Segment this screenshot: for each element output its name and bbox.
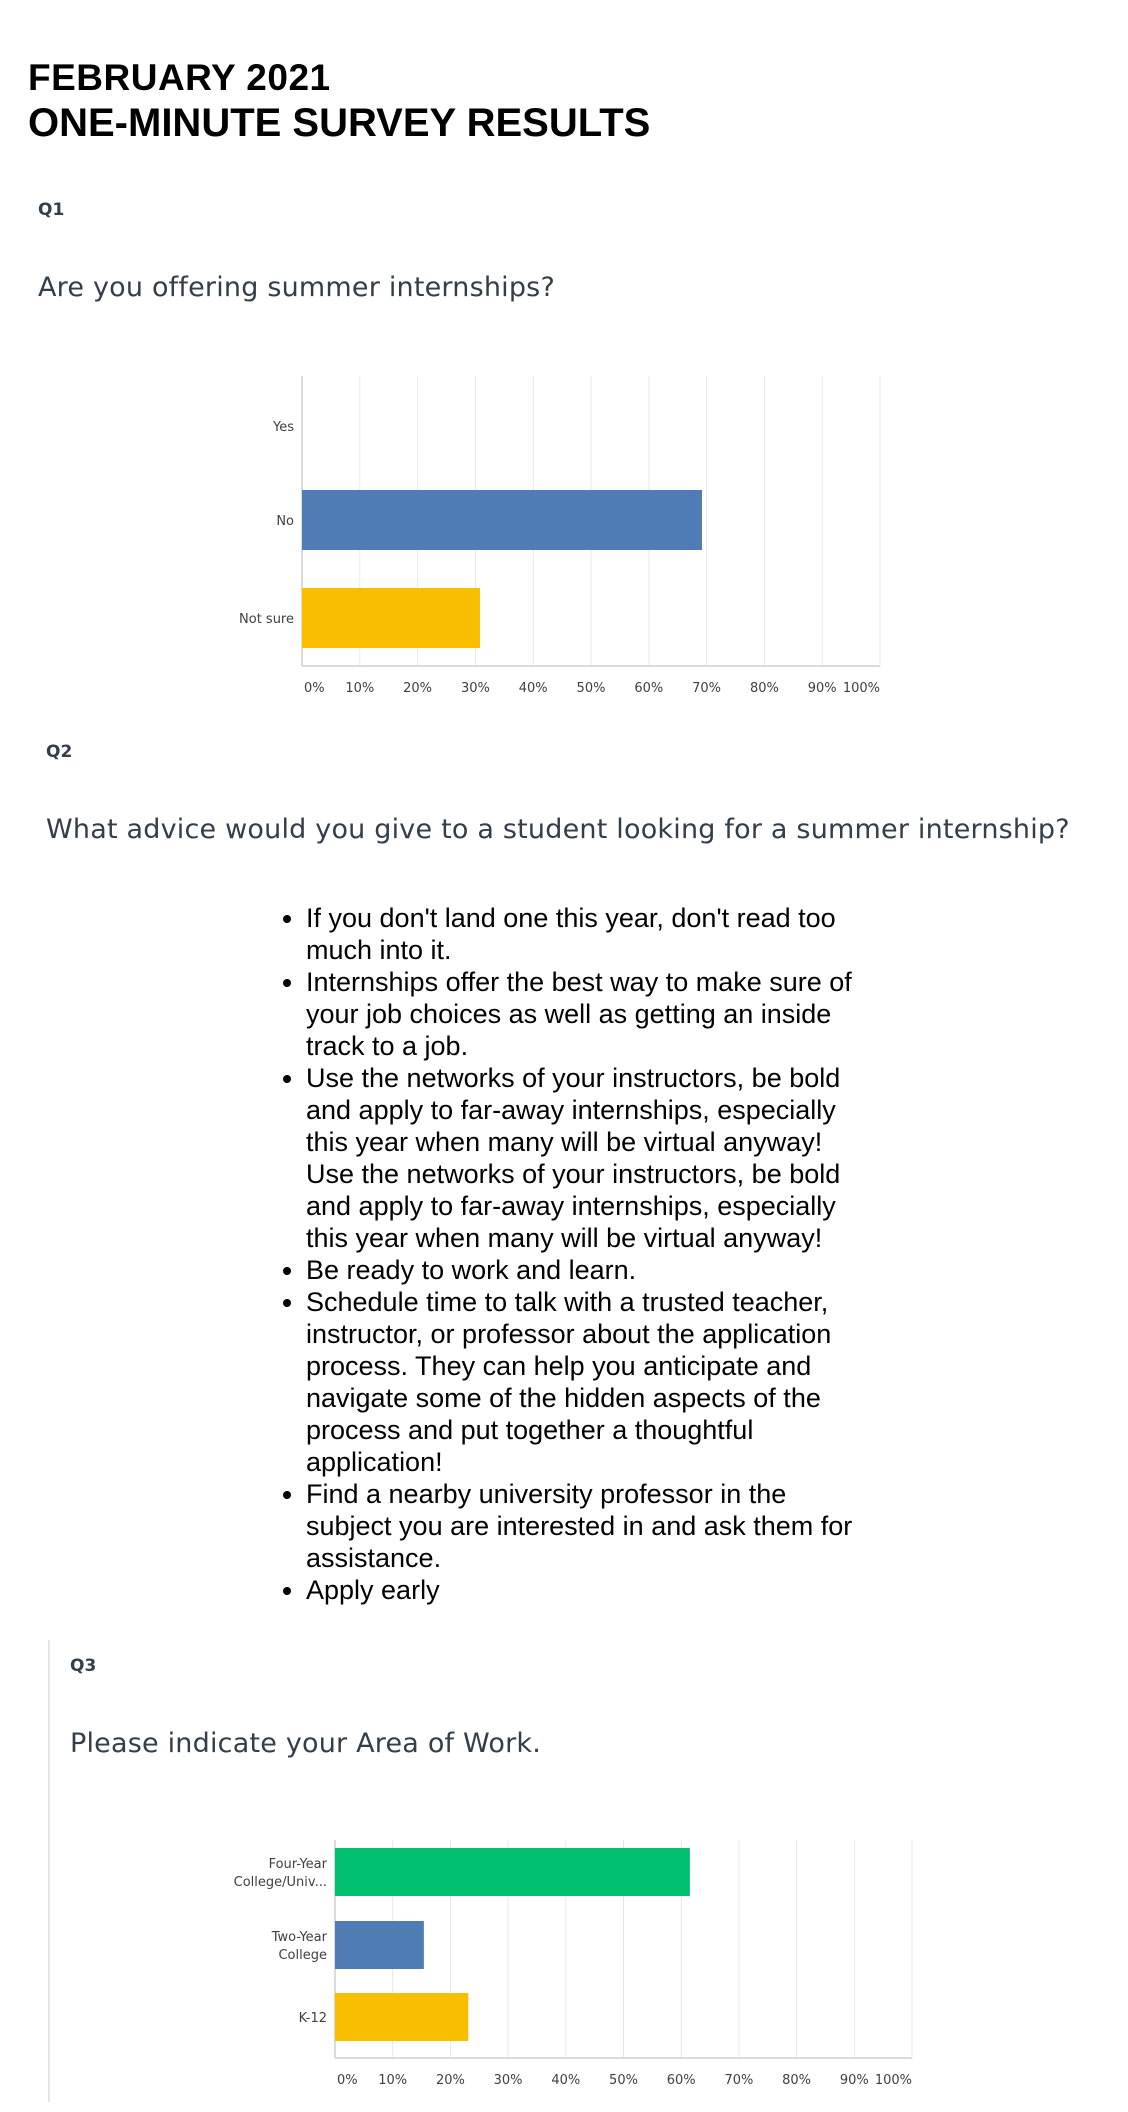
q2-response-item: • If you don't land one this year, don't read too much into it. (306, 902, 866, 966)
q2-response-item: • Use the networks of your instructors, be bold and apply to far-away internships, especially this year when many will be virtual anyway! Use the networks of your instructors, be bold and apply to far-away internships, especially this year when many will be virtual anyway! (306, 1062, 866, 1254)
q2-response-item: • Apply early (306, 1574, 866, 1606)
q1-chart-category-label: Not sure (239, 612, 294, 627)
q1-chart-tick-label: 40% (518, 681, 548, 696)
q2-response-item: • Schedule time to talk with a trusted teacher, instructor, or professor about the application process. They can help you anticipate and navigate some of the hidden aspects of the process and put together a thoughtful application! (306, 1286, 866, 1478)
page-title-date: FEBRUARY 2021 (28, 57, 331, 98)
q2-response-list (270, 902, 866, 1606)
q3-chart-tick-label: 0% (337, 2073, 358, 2088)
q3-chart-tick-label: 10% (378, 2073, 408, 2088)
q3-chart-tick-label: 60% (666, 2073, 696, 2088)
q3-chart-tick-label: 100% (874, 2073, 912, 2088)
q3-chart-category-label: College (278, 1948, 327, 1963)
q3-chart-category-label: College/Univ... (233, 1875, 327, 1890)
q1-chart-category-label: No (276, 514, 294, 529)
q1-chart-tick-label: 50% (576, 681, 606, 696)
q3-question: Please indicate your Area of Work. (70, 1728, 541, 1759)
q3-chart-tick-label: 70% (724, 2073, 754, 2088)
q1-chart-tick-label: 10% (345, 681, 375, 696)
q1-chart-category-label: Yes (273, 420, 294, 435)
q2-response-item: • Be ready to work and learn. (306, 1254, 866, 1286)
q3-chart-bar (335, 1921, 424, 1969)
q3-chart-category-label: Two-Year (271, 1930, 327, 1945)
q1-chart-bar (302, 588, 480, 648)
q1-chart-tick-label: 100% (842, 681, 880, 696)
q1-chart-tick-label: 70% (692, 681, 722, 696)
q3-chart-tick-label: 50% (609, 2073, 638, 2088)
q2-response-item: • Internships offer the best way to make sure of your job choices as well as getting an inside track to a job. (306, 966, 866, 1062)
q3-chart-category-label: K-12 (298, 2011, 327, 2026)
q1-chart-tick-label: 30% (460, 681, 490, 696)
q1-question: Are you offering summer internships? (38, 272, 555, 303)
q3-chart-bar (335, 1993, 468, 2041)
q1-chart-tick-label: 20% (403, 681, 433, 696)
q2-number: Q2 (46, 742, 73, 762)
q1-chart (0, 360, 1128, 700)
q1-chart-tick-label: 0% (304, 681, 325, 696)
q1-chart-bar (302, 490, 702, 550)
q3-chart-tick-label: 20% (435, 2073, 465, 2088)
q3-chart-tick-label: 80% (782, 2073, 812, 2088)
q1-number: Q1 (38, 200, 65, 220)
q3-chart-tick-label: 40% (551, 2073, 581, 2088)
q1-chart-tick-label: 90% (807, 681, 837, 696)
q3-chart (0, 1820, 1128, 2100)
q2-response-item: • Find a nearby university professor in the subject you are interested in and ask them for assistance. (306, 1478, 866, 1574)
q1-chart-tick-label: 60% (634, 681, 664, 696)
q3-chart-bar (335, 1848, 690, 1896)
q3-number: Q3 (70, 1656, 97, 1676)
q3-chart-tick-label: 90% (839, 2073, 869, 2088)
q3-chart-tick-label: 30% (493, 2073, 523, 2088)
q2-question: What advice would you give to a student looking for a summer internship? (46, 814, 1070, 845)
q3-chart-category-label: Four-Year (268, 1857, 327, 1872)
q1-chart-tick-label: 80% (749, 681, 779, 696)
page-title: ONE-MINUTE SURVEY RESULTS (28, 101, 651, 145)
